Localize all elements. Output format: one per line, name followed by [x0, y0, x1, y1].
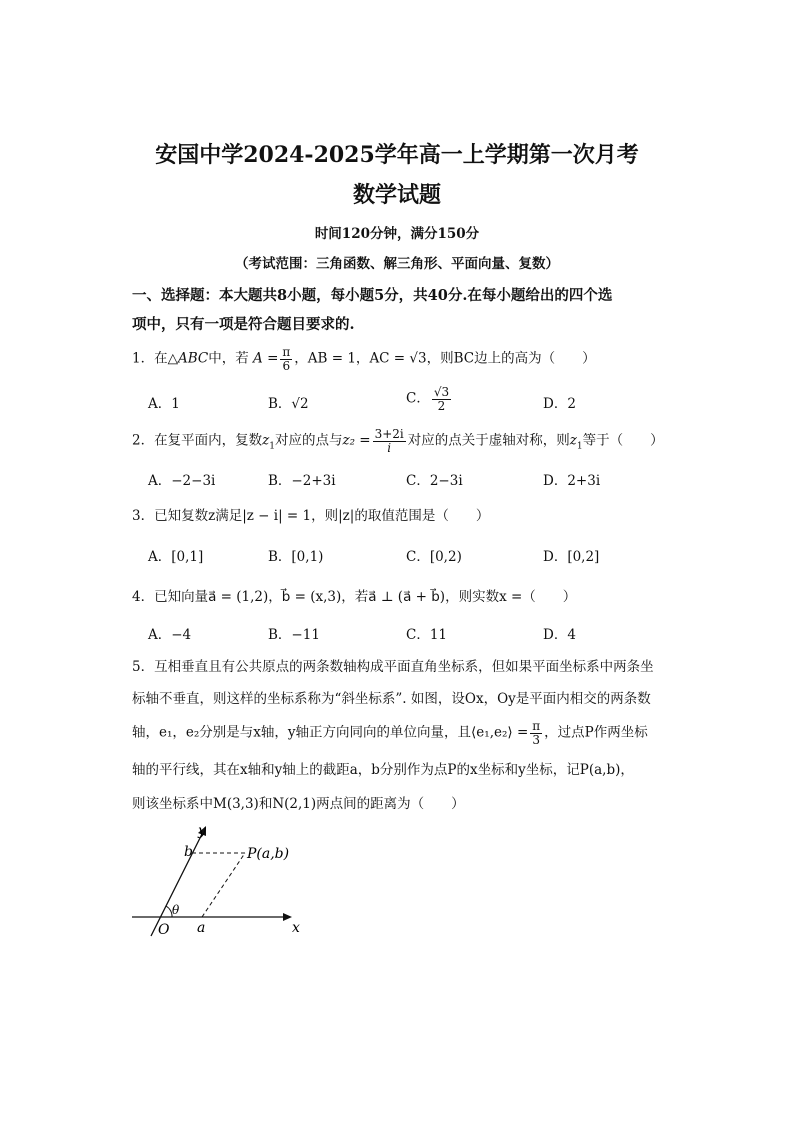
question-2-stem: 2．在复平面内，复数$z_1$对应的点与z₂ = $\frac{3+2i}{i}$ 对应的点关于虚轴对称，则$z_1$等于（ ） — [132, 427, 664, 455]
q1-frac-num: π — [282, 345, 291, 359]
q1-option-b: B．√2 — [268, 396, 309, 412]
label-x: x — [292, 920, 300, 936]
q1-option-a: A．1 — [148, 396, 180, 412]
q5-line-4: 轴的平行线，其在x轴和y轴上的截距a，b分别作为点P的x坐标和y坐标，记P(a,b)， — [132, 762, 634, 778]
q5-line3-part-b: ，过点P作两坐标 — [544, 724, 648, 741]
q1-option-c-fraction — [432, 386, 451, 412]
q3-option-c: C．[0,2) — [406, 549, 462, 565]
label-point-p: P(a,b) — [247, 846, 290, 862]
q2-option-c: C．2−3i — [406, 473, 463, 489]
q5-frac-den: 3 — [532, 732, 541, 747]
parallel-to-y-dashed — [202, 853, 245, 917]
q4-option-a: A．−4 — [148, 627, 192, 643]
q1-optc-num: √3 — [433, 385, 450, 399]
q1-triangle: ABC — [177, 350, 209, 367]
exam-time-info: 时间120分钟，满分150分 — [314, 226, 480, 242]
exam-scope: （考试范围：三角函数、解三角形、平面向量、复数） — [235, 256, 559, 272]
q5-line3-part-a: 轴，e₁，e₂分别是与x轴，y轴正方向同向的单位向量，且⟨e₁,e₂⟩ = — [132, 724, 529, 741]
q1-mid: 中，若 — [208, 350, 249, 367]
q5-angle-fraction — [530, 720, 542, 746]
q2-option-b: B．−2+3i — [268, 473, 336, 489]
section1-heading-line1: 一、选择题：本大题共8小题，每小题5分，共40分.在每小题给出的四个选 — [132, 287, 613, 304]
exam-title: 安国中学2024-2025学年高一上学期第一次月考 — [155, 142, 639, 168]
label-origin: O — [158, 922, 170, 938]
oblique-coordinate-figure — [120, 818, 310, 948]
q5-line-1: 5．互相垂直且有公共原点的两条数轴构成平面直角坐标系，但如果平面坐标系中两条坐 — [132, 659, 654, 675]
label-theta: θ — [172, 903, 180, 917]
q4-option-b: B．−11 — [268, 627, 320, 643]
question-1-stem — [132, 346, 596, 372]
q2-part3: 对应的点关于虚轴对称，则 — [407, 432, 570, 449]
q5-line-2: 标轴不垂直，则这样的坐标系称为“斜坐标系”. 如图，设Ox，Oy是平面内相交的两条数 — [132, 691, 651, 707]
q1-frac-den: 6 — [282, 358, 291, 373]
q4-option-d: D．4 — [543, 627, 576, 643]
q5-frac-num: π — [532, 719, 541, 733]
q2-fraction — [373, 428, 406, 454]
label-a: a — [197, 920, 206, 936]
q2-z1: z — [262, 432, 270, 449]
q1-tail: ，则BC边上的高为（ ） — [426, 350, 596, 367]
q5-line-3 — [132, 720, 648, 746]
question-3-stem: 3．已知复数z满足|z − i| = 1，则|z|的取值范围是（ ） — [132, 508, 490, 524]
q1-cond-ab: ，AB = 1， — [294, 350, 370, 367]
section1-heading-line2: 项中，只有一项是符合题目要求的. — [132, 316, 355, 333]
q2-z1-again: z — [569, 432, 577, 449]
q4-option-c: C．11 — [406, 627, 448, 643]
exam-subtitle: 数学试题 — [352, 182, 441, 208]
q3-option-b: B．[0,1) — [268, 549, 324, 565]
q2-option-d: D．2+3i — [543, 473, 601, 489]
q3-option-a: A．[0,1] — [148, 549, 204, 565]
q5-line-5: 则该坐标系中M(3,3)和N(2,1)两点间的距离为（ ） — [132, 796, 465, 812]
q1-option-c — [406, 386, 453, 412]
q1-option-d: D．2 — [543, 396, 576, 412]
label-b: b — [184, 844, 193, 860]
y-axis — [151, 832, 206, 936]
q3-option-d: D．[0,2] — [543, 549, 600, 565]
q2-frac-num: 3+2i — [374, 427, 404, 441]
q2-part4: 等于（ ） — [582, 432, 664, 449]
q1-prefix: 1．在△ — [132, 350, 178, 367]
q2-part1: 2．在复平面内，复数 — [132, 432, 263, 449]
label-y: y — [198, 823, 206, 839]
q1-option-c-label: C． — [406, 390, 430, 407]
x-axis-arrow — [283, 913, 292, 921]
q1-optc-den: 2 — [437, 398, 446, 413]
q1-angle-fraction — [280, 346, 292, 372]
q2-part2: 对应的点与 — [274, 432, 343, 449]
q2-option-a: A．−2−3i — [148, 473, 216, 489]
q2-z2: z₂ = — [342, 432, 371, 449]
q1-cond-ac: AC = √3 — [369, 350, 427, 367]
question-4-stem: 4．已知向量a⃗ = (1,2)，b⃗ = (x,3)，若a⃗ ⊥ (a⃗ + b⃗)，则实数x =（ ） — [132, 589, 577, 605]
q1-cond-a: A = — [253, 350, 279, 367]
q2-frac-den: i — [387, 440, 392, 455]
